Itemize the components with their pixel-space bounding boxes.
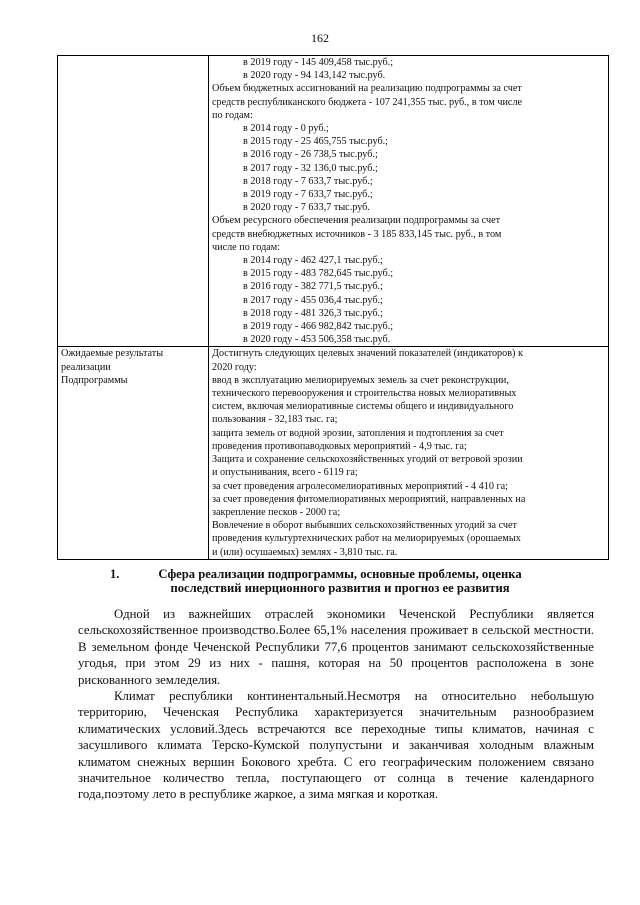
- expected-results-content: [209, 347, 609, 559]
- funding-label-cell: [58, 56, 209, 347]
- republic-budget-intro: Объем бюджетных ассигнований на реализацию подпрограммы за счет: [212, 83, 522, 95]
- paragraph: Одной из важнейших отраслей экономики Чеченской Республики является сельскохозяйственное производство.Более 65,1% населения проживает в сельской местности. В земельном фонде Чеченской Республики 77,6 процентов занимают сельскохозяйственные угодья, при этом 29 из них - пашня, которая на 50 процентов расположена в зоне рискованного земледелия.: [78, 607, 594, 687]
- funding-line: в 2014 году - 462 427,1 тыс.руб.;: [243, 255, 383, 267]
- passport-table: [57, 55, 609, 560]
- section-number: 1.: [110, 567, 120, 581]
- result-line: закрепление песков - 2000 га;: [212, 506, 341, 518]
- result-line: защита земель от водной эрозии, затопления и подтопления за счет: [212, 427, 504, 439]
- result-line: 2020 году:: [212, 361, 257, 373]
- expected-results-row: [58, 347, 609, 559]
- label-line: реализации: [61, 361, 111, 373]
- republic-budget-intro: средств республиканского бюджета - 107 241,355 тыс. руб., в том числе: [212, 96, 523, 108]
- result-line: технического перевооружения и строительства новых мелиоративных: [212, 388, 517, 400]
- result-line: проведения противопаводковых мероприятий - 4,9 тыс. га;: [212, 440, 467, 452]
- funding-line: в 2019 году - 7 633,7 тыс.руб.;: [243, 189, 373, 201]
- funding-line: в 2019 году - 466 982,842 тыс.руб.;: [243, 321, 394, 333]
- funding-line: в 2018 году - 7 633,7 тыс.руб.;: [243, 175, 373, 187]
- funding-line: в 2017 году - 32 136,0 тыс.руб.;: [243, 162, 378, 174]
- result-line: Достигнуть следующих целевых значений показателей (индикаторов) к: [212, 348, 523, 360]
- label-line: Подпрограммы: [61, 374, 128, 386]
- section-heading: [110, 567, 550, 595]
- funding-line: в 2020 году - 453 506,358 тыс.руб.: [243, 334, 391, 346]
- section-body: [78, 606, 594, 803]
- funding-line: в 2017 году - 455 036,4 тыс.руб.;: [243, 294, 383, 306]
- label-line: Ожидаемые результаты: [61, 348, 164, 360]
- result-line: за счет проведения агролесомелиоративных мероприятий - 4 410 га;: [212, 480, 508, 492]
- page-number: 162: [311, 31, 329, 45]
- result-line: Защита и сохранение сельскохозяйственных угодий от ветровой эрозии: [212, 454, 523, 466]
- section-title-line: Сфера реализации подпрограммы, основные проблемы, оценка: [158, 567, 522, 581]
- result-line: ввод в эксплуатацию мелиорируемых земель за счет реконструкции,: [212, 374, 509, 386]
- funding-content-cell: [209, 56, 609, 347]
- result-line: за счет проведения фитомелиоративных мероприятий, направленных на: [212, 493, 526, 505]
- paragraph: Климат республики континентальный.Несмотря на относительно небольшую территорию, Чеченская Республика характеризуется значительным разнообразием климатических условий.Здесь встречаются все переходные типы климатов, начиная с засушливого климата Терско-Кумской полупустыни и заканчивая холодным влажным климатом снежных вершин Бокового хребта. С его географическим положением связано значительное количество тепла, поступающего от солнца в течение календарного года,поэтому лето в республике жаркое, а зима мягкая и короткая.: [78, 689, 594, 802]
- funding-row: [58, 56, 609, 347]
- extrabudget-intro: средств внебюджетных источников - 3 185 833,145 тыс. руб., в том: [212, 228, 502, 240]
- extrabudget-intro: числе по годам:: [212, 241, 281, 253]
- section-title-line: последствий инерционного развития и прогноз ее развития: [170, 581, 510, 595]
- result-line: и опустынивания, всего - 6119 га;: [212, 467, 358, 479]
- funding-line: в 2020 году - 7 633,7 тыс.руб.: [243, 202, 370, 214]
- funding-line: в 2014 году - 0 руб.;: [243, 123, 329, 135]
- funding-line: в 2019 году - 145 409,458 тыс.руб.;: [243, 57, 394, 68]
- funding-line: в 2016 году - 26 738,5 тыс.руб.;: [243, 149, 378, 161]
- funding-line: в 2020 году - 94 143,142 тыс.руб.: [243, 70, 386, 82]
- expected-results-label: [58, 347, 209, 559]
- funding-line: в 2016 году - 382 771,5 тыс.руб.;: [243, 281, 383, 293]
- republic-budget-intro: по годам:: [212, 109, 253, 121]
- result-line: систем, включая мелиоративные системы общего и индивидуального: [212, 401, 514, 413]
- result-line: проведения культуртехнических работ на мелиорируемых (орошаемых: [212, 533, 521, 545]
- result-line: Вовлечение в оборот выбывших сельскохозяйственных угодий за счет: [212, 520, 517, 532]
- funding-line: в 2018 году - 481 326,3 тыс.руб.;: [243, 307, 383, 319]
- funding-line: в 2015 году - 483 782,645 тыс.руб.;: [243, 268, 394, 280]
- extrabudget-intro: Объем ресурсного обеспечения реализации подпрограммы за счет: [212, 215, 501, 227]
- funding-line: в 2015 году - 25 465,755 тыс.руб.;: [243, 136, 389, 148]
- result-line: пользования - 32,183 тыс. га;: [212, 414, 338, 426]
- result-line: и (или) осушаемых) землях - 3,810 тыс. га.: [212, 546, 398, 558]
